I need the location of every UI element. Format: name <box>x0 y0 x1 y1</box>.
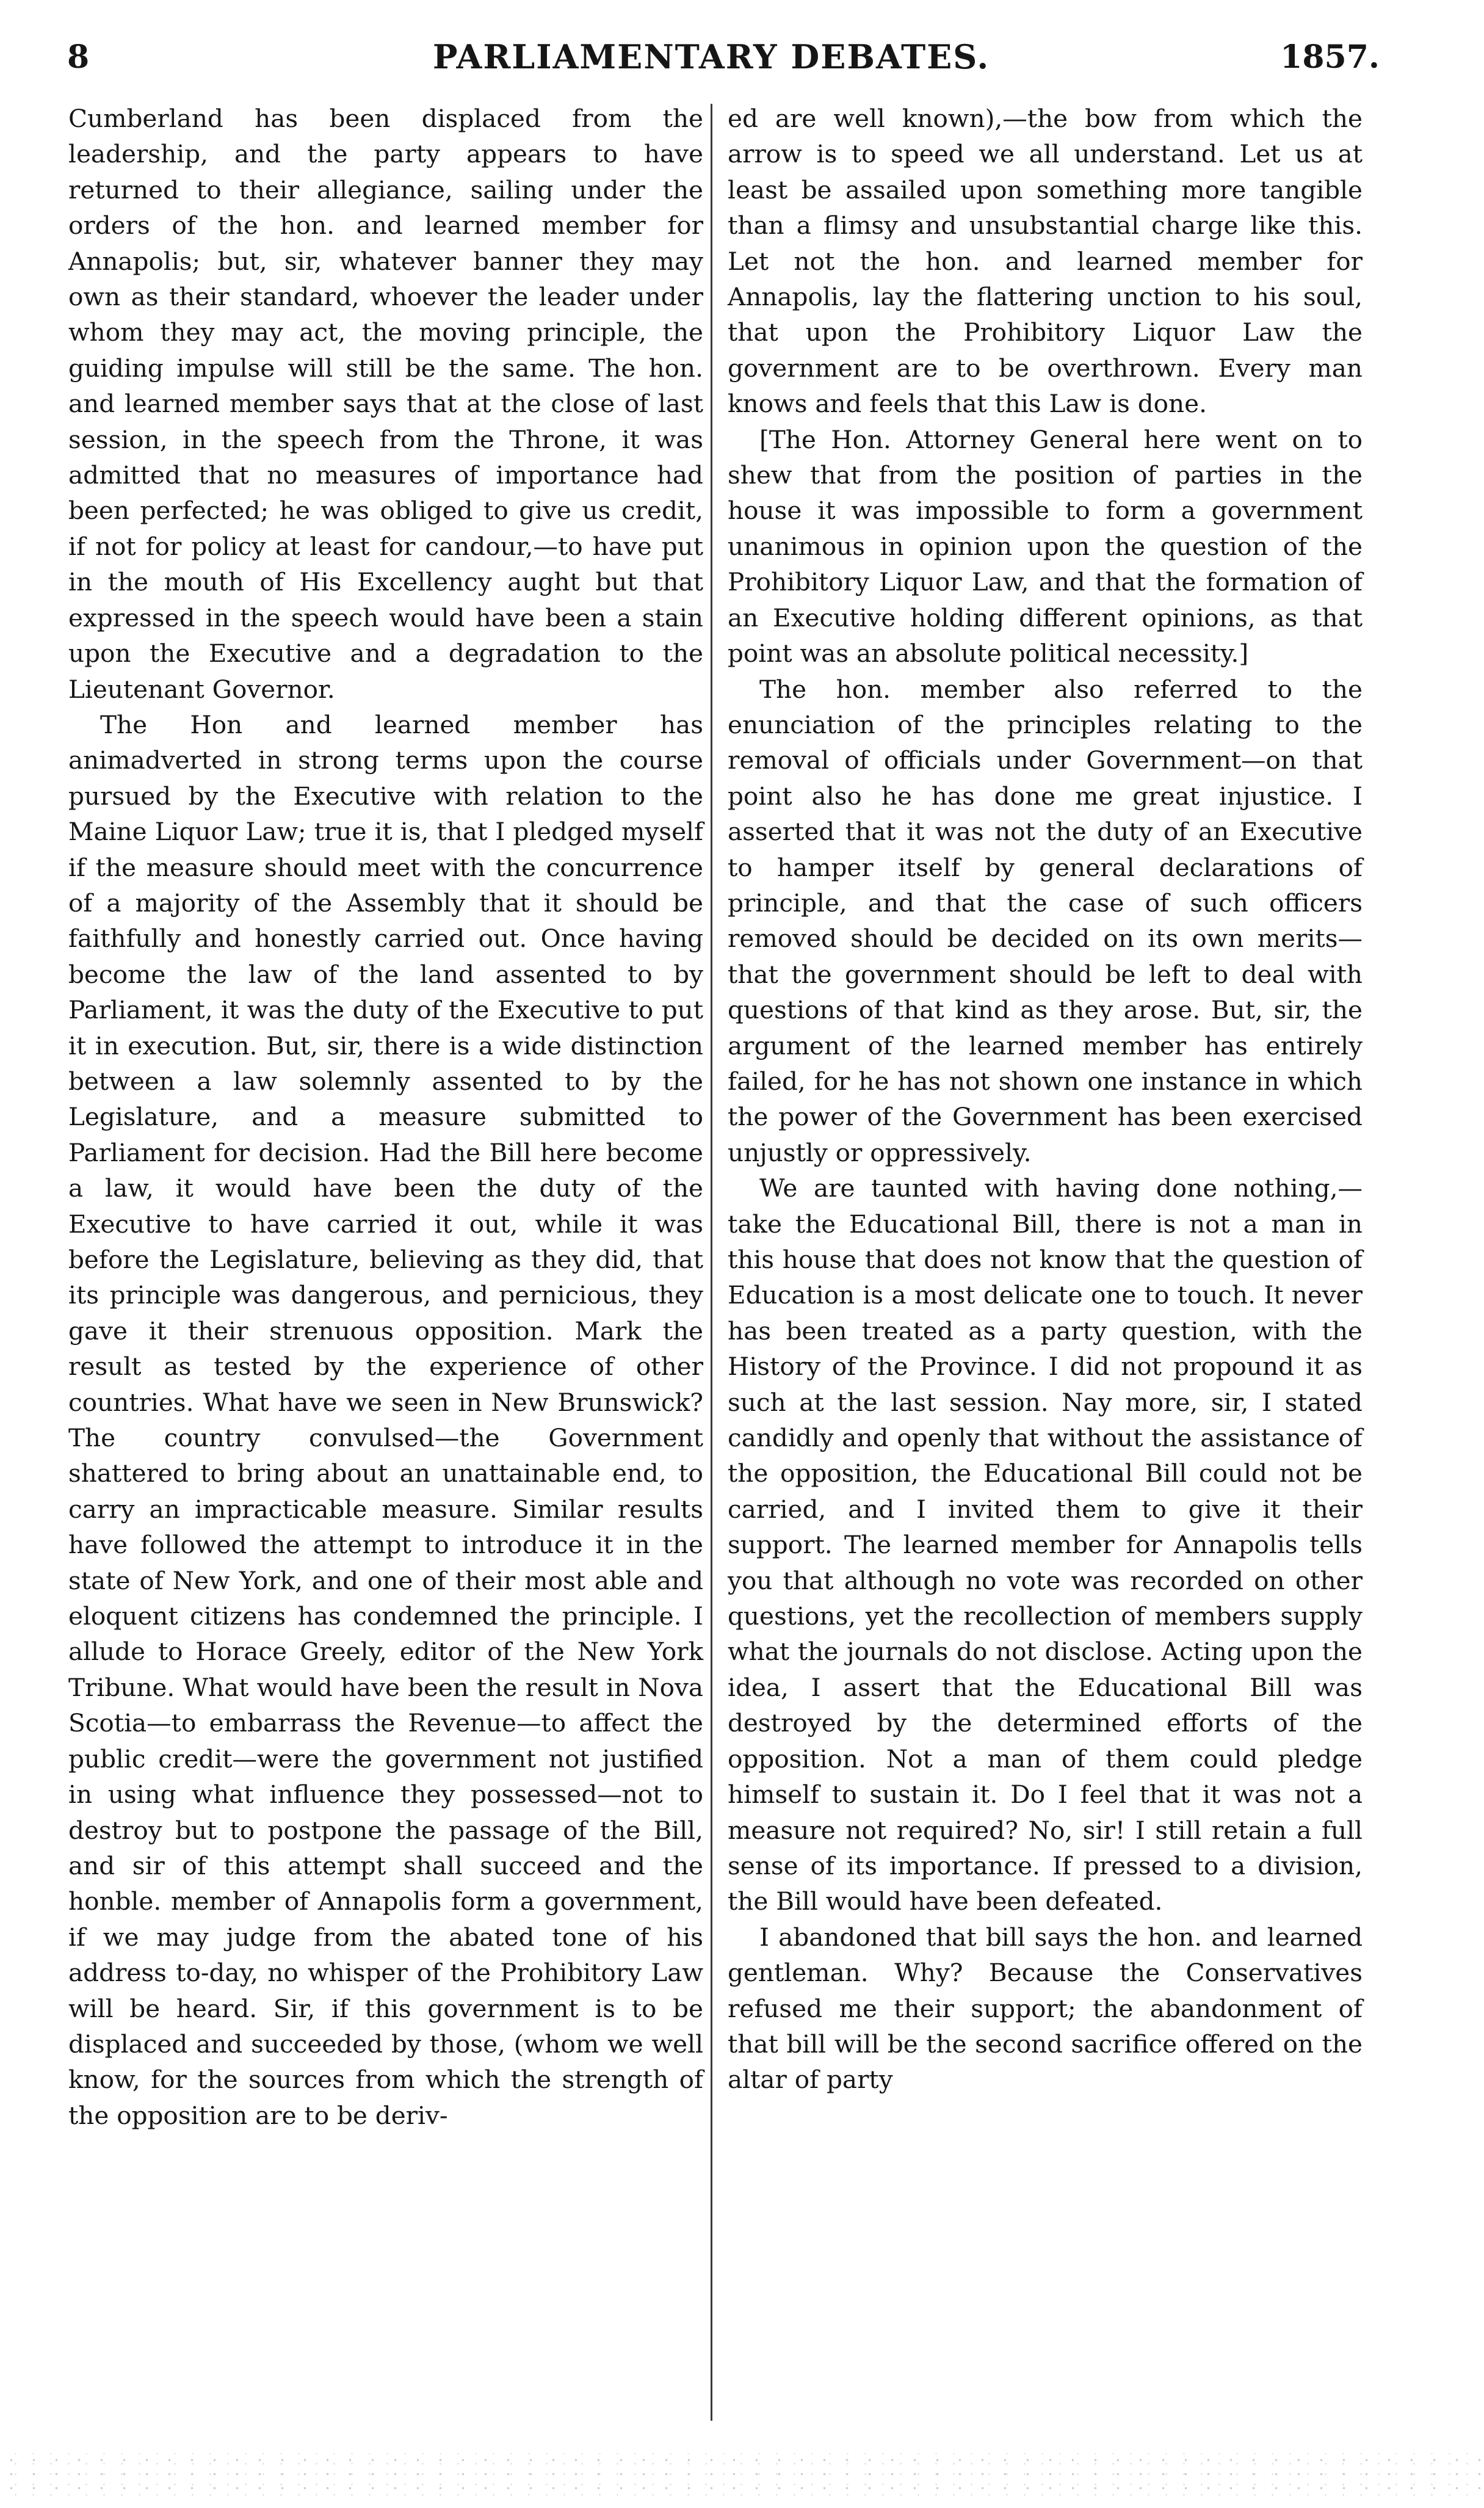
column-divider <box>711 104 712 2421</box>
paragraph: I abandoned that bill says the hon. and learned gentleman. Why? Because the Conservatives refused me their support; the abandonment of that bill will be the second sacrifice offered on the altar of party <box>728 1922 1363 2095</box>
paragraph: [The Hon. Attorney General here went on to shew that from the position of parties in the house it was impossible to form a government unanimous in opinion upon the question of the Prohibitory Liquor Law, and that the formation of an Executive holding different opinions, as that point was an absolute political necessity.] <box>728 424 1363 669</box>
publication-title: PARLIAMENTARY DEBATES. <box>432 37 990 76</box>
paragraph: ed are well known),—the bow from which the arrow is to speed we all understand. Let us at least be assailed upon something more tangible than a flimsy and unsubstantial charge like this. Let not the hon. and learned member for Annapolis, lay the flattering unction to his soul, that upon the Prohibitory Liquor Law the government are to be overthrown. Every man knows and feels that this Law is done. <box>728 104 1363 419</box>
bleed-through-noise <box>0 2453 1484 2496</box>
left-column <box>68 101 703 2133</box>
right-column <box>728 101 1363 2098</box>
paragraph: The Hon and learned member has animadverted in strong terms upon the course pursued by the Executive with relation to the Maine Liquor Law; true it is, that I pledged myself if the measure should meet with the concurrence of a majority of the Assembly that it should be faithfully and honestly carried out. Once having become the law of the land assented to by Parliament, it was the duty of the Executive to put it in execution. But, sir, there is a wide distinction between a law solemnly assented to by the Legislature, and a measure submitted to Parliament for decision. Had the Bill here become a law, it would have been the duty of the Executive to have carried it out, while it was before the Legislature, believing as they did, that its principle was dangerous, and pernicious, they gave it their strenuous opposition. Mark the result as tested by the experience of other countries. What have we seen in New Brunswick? The country convulsed—the Government shattered to bring about an unattainable end, to carry an impracticable measure. Similar results have followed the attempt to introduce it in the state of New York, and one of their most able and eloquent citizens has condemned the principle. I allude to Horace Greely, editor of the New York Tribune. What would have been the result in Nova Scotia—to embarrass the Revenue—to affect the public credit—were the government not justified in using what influence they possessed—not to destroy but to postpone the passage of the Bill, and sir of this attempt shall succeed and the honble. member of Annapolis form a government, if we may judge from the abated tone of his address to-day, no whisper of the Prohibitory Law will be heard. Sir, if this government is to be displaced and succeeded by those, (whom we well know, for the sources from which the strength of the opposition are to be deriv- <box>68 709 703 2130</box>
paragraph: We are taunted with having done nothing,—take the Educational Bill, there is not a man in this house that does not know that the question of Education is a most delicate one to touch. It never has been treated as a party question, with the History of the Province. I did not propound it as such at the last session. Nay more, sir, I stated candidly and openly that without the assistance of the opposition, the Educational Bill could not be carried, and I invited them to give it their support. The learned member for Annapolis tells you that although no vote was recorded on other questions, yet the recollection of members supply what the journals do not disclose. Acting upon the idea, I assert that the Educational Bill was destroyed by the determined efforts of the opposition. Not a man of them could pledge himself to sustain it. Do I feel that it was not a measure not required? No, sir! I still retain a full sense of its importance. If pressed to a division, the Bill would have been defeated. <box>728 1173 1363 1916</box>
paragraph: The hon. member also referred to the enunciation of the principles relating to the removal of officials under Government—on that point also he has done me great injustice. I asserted that it was not the duty of an Executive to hamper itself by general declarations of principle, and that the case of such officers removed should be decided on its own merits—that the government should be left to deal with questions of that kind as they arose. But, sir, the argument of the learned member has entirely failed, for he has not shown one instance in which the power of the Government has been exercised unjustly or oppressively. <box>728 674 1363 1167</box>
page-number: 8 <box>67 38 90 76</box>
publication-year: 1857. <box>1280 38 1380 76</box>
running-header <box>67 29 1380 84</box>
paragraph: Cumberland has been displaced from the leadership, and the party appears to have returned to their allegiance, sailing under the orders of the hon. and learned member for Annapolis; but, sir, whatever banner they may own as their standard, whoever the leader under whom they may act, the moving principle, the guiding impulse will still be the same. The hon. and learned member says that at the close of last session, in the speech from the Throne, it was admitted that no measures of importance had been perfected; he was obliged to give us credit, if not for policy at least for candour,—to have put in the mouth of His Excellency aught but that expressed in the speech would have been a stain upon the Executive and a degradation to the Lieutenant Governor. <box>68 104 703 704</box>
